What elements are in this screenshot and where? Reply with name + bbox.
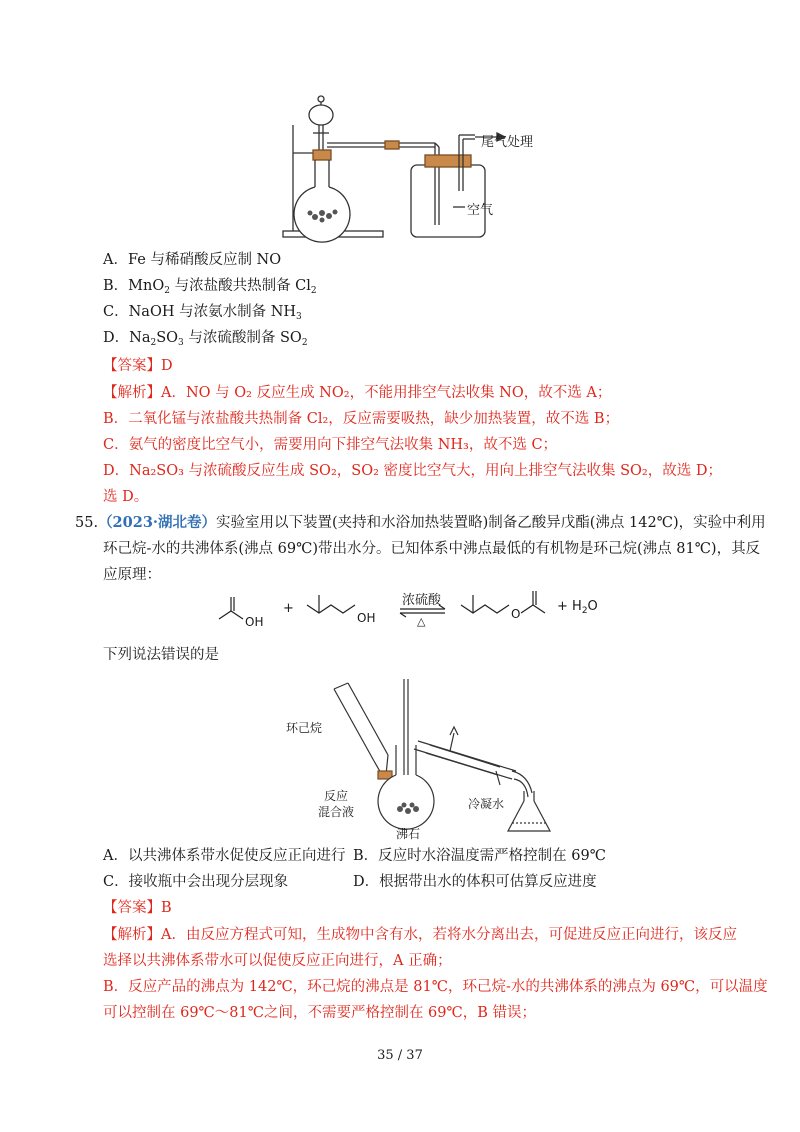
q55-question: 下列说法错误的是: [103, 647, 219, 663]
boiling-stone-label: 沸石: [396, 827, 421, 841]
q55-answer: 【答案】B: [103, 900, 172, 916]
q54-answer: 【答案】D: [103, 358, 173, 374]
q54-analysis-a: 【解析】A．NO 与 O₂ 反应生成 NO₂，不能用排空气法收集 NO，故不选 A；: [103, 385, 612, 401]
plus-sign: +: [283, 601, 294, 616]
figure-ester-apparatus: [286, 675, 570, 841]
cyclohexane-label: 环己烷: [286, 721, 323, 735]
q54-option-d: D．$Na_2SO_3$ 与浓硫酸制备 $SO_2$: [103, 330, 308, 348]
q54-option-c: C．NaOH 与浓氨水制备 $NH_3$: [103, 304, 302, 322]
q55-option-c: C．接收瓶中会出现分层现象: [103, 874, 289, 890]
q55-option-a: A．以共沸体系带水促使反应正向进行: [103, 848, 346, 864]
q55-analysis-a2: 选择以共沸体系带水可以促使反应正向进行，A 正确；: [103, 953, 452, 969]
air-label: 空气: [467, 203, 494, 218]
q54-option-b: B．MnO$_2$ 与浓盐酸共热制备 $Cl_2$: [103, 278, 317, 296]
oh-label-2: OH: [357, 611, 376, 625]
q55-stem-line1: 55.（2023·湖北卷）实验室用以下装置(夹持和水浴加热装置略)制备乙酸异戊酯(沸点 142℃)，实验中利用: [75, 514, 766, 531]
q54-option-a: A．Fe 与稀硝酸反应制 NO: [103, 252, 282, 268]
q55-analysis-b1: B．反应产品的沸点为 142℃，环己烷的沸点是 81℃，环己烷-水的共沸体系的沸点为 69℃，可以温度: [103, 979, 768, 995]
mixture-label-1: 反应: [324, 789, 349, 803]
tail-gas-label: 尾气处理: [481, 135, 534, 150]
q55-analysis-a1: 【解析】A．由反应方程式可知，生成物中含有水，若将水分离出去，可促进反应正向进行，该反应: [103, 927, 737, 943]
q54-analysis-c: C．氨气的密度比空气小，需要用向下排空气法收集 NH₃，故不选 C；: [103, 437, 558, 453]
q55-source: （2023·湖北卷）: [98, 514, 216, 531]
catalyst-label: 浓硫酸: [402, 593, 442, 608]
figure-gas-apparatus: [275, 95, 575, 245]
mixture-label-2: 混合液: [318, 805, 355, 819]
reaction-equation: [215, 585, 635, 635]
q55-stem-line2: 环己烷-水的共沸体系(沸点 69℃)带出水分。已知体系中沸点最低的有机物是环己烷(沸点 81℃)，其反: [103, 541, 761, 557]
q54-conclusion: 选 D。: [103, 489, 149, 505]
q54-analysis-b: B．二氧化锰与浓盐酸共热制备 Cl₂，反应需要吸热，缺少加热装置，故不选 B；: [103, 411, 620, 427]
q55-analysis-b2: 可以控制在 69℃～81℃之间，不需要严格控制在 69℃，B 错误；: [103, 1005, 536, 1021]
q55-option-b: B．反应时水浴温度需严格控制在 69℃: [353, 848, 606, 864]
ester-o-label: O: [511, 607, 521, 621]
q55-stem-line3: 应原理：: [103, 567, 161, 583]
q55-option-d: D．根据带出水的体积可估算反应进度: [353, 874, 597, 890]
cooling-water-label: 冷凝水: [468, 797, 505, 811]
gas-apparatus-drawing: [275, 95, 575, 245]
page-number: 35 / 37: [377, 1048, 423, 1063]
water-product: + $H_2O$: [557, 599, 598, 616]
q54-analysis-d: D．Na₂SO₃ 与浓硫酸反应生成 SO₂，SO₂ 密度比空气大，用向上排空气法收集 SO₂，故选 D；: [103, 463, 722, 479]
oh-label-1: OH: [245, 615, 264, 629]
heat-label: △: [417, 615, 426, 628]
